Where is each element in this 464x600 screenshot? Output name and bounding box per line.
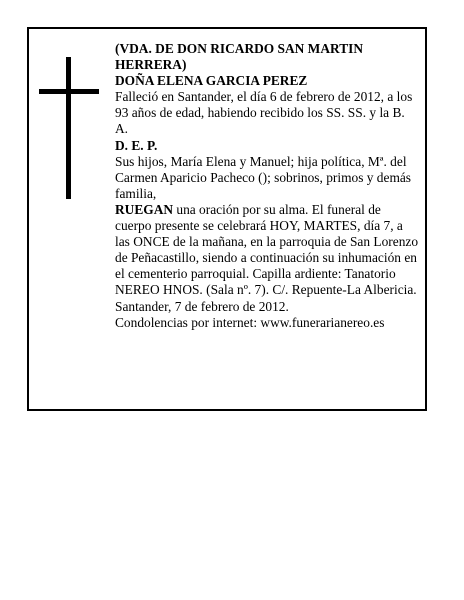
place-date: Santander, 7 de febrero de 2012. [115,298,289,314]
cross-horizontal-bar [39,89,99,94]
family-line: Sus hijos, María Elena y Manuel; hija política, Mª. del Carmen Aparicio Pacheco (); sobrinos, primos y demás familia, [115,153,412,201]
latin-cross-icon [39,57,99,199]
condolences-line: Condolencias por internet: www.funerarianereo.es [115,314,385,330]
death-details: Falleció en Santander, el día 6 de febrero de 2012, a los 93 años de edad, habiendo recibido los SS. SS. y la B. A. [115,89,413,137]
widow-line: (VDA. DE DON RICARDO SAN MARTIN HERRERA) [115,41,364,73]
deceased-name: DOÑA ELENA GARCIA PEREZ [115,73,308,89]
obituary-text [115,41,420,331]
cross-vertical-bar [66,57,71,199]
ruegan-text: una oración por su alma. El funeral de cuerpo presente se celebrará HOY, MARTES, día 7, a las ONCE de la mañana, en la parroquia de San Lorenzo de Peñacastillo, siendo a continuación su inhumación en el cementerio parroquial. Capilla ardiente: Tanatorio NEREO HNOS. (Sala nº. 7). C/. Repuente-La Albericia. [115,201,419,298]
ruegan-paragraph [115,202,420,299]
obituary-notice [27,27,427,411]
dep-line: D. E. P. [115,137,158,153]
ruegan-label: RUEGAN [115,201,174,217]
